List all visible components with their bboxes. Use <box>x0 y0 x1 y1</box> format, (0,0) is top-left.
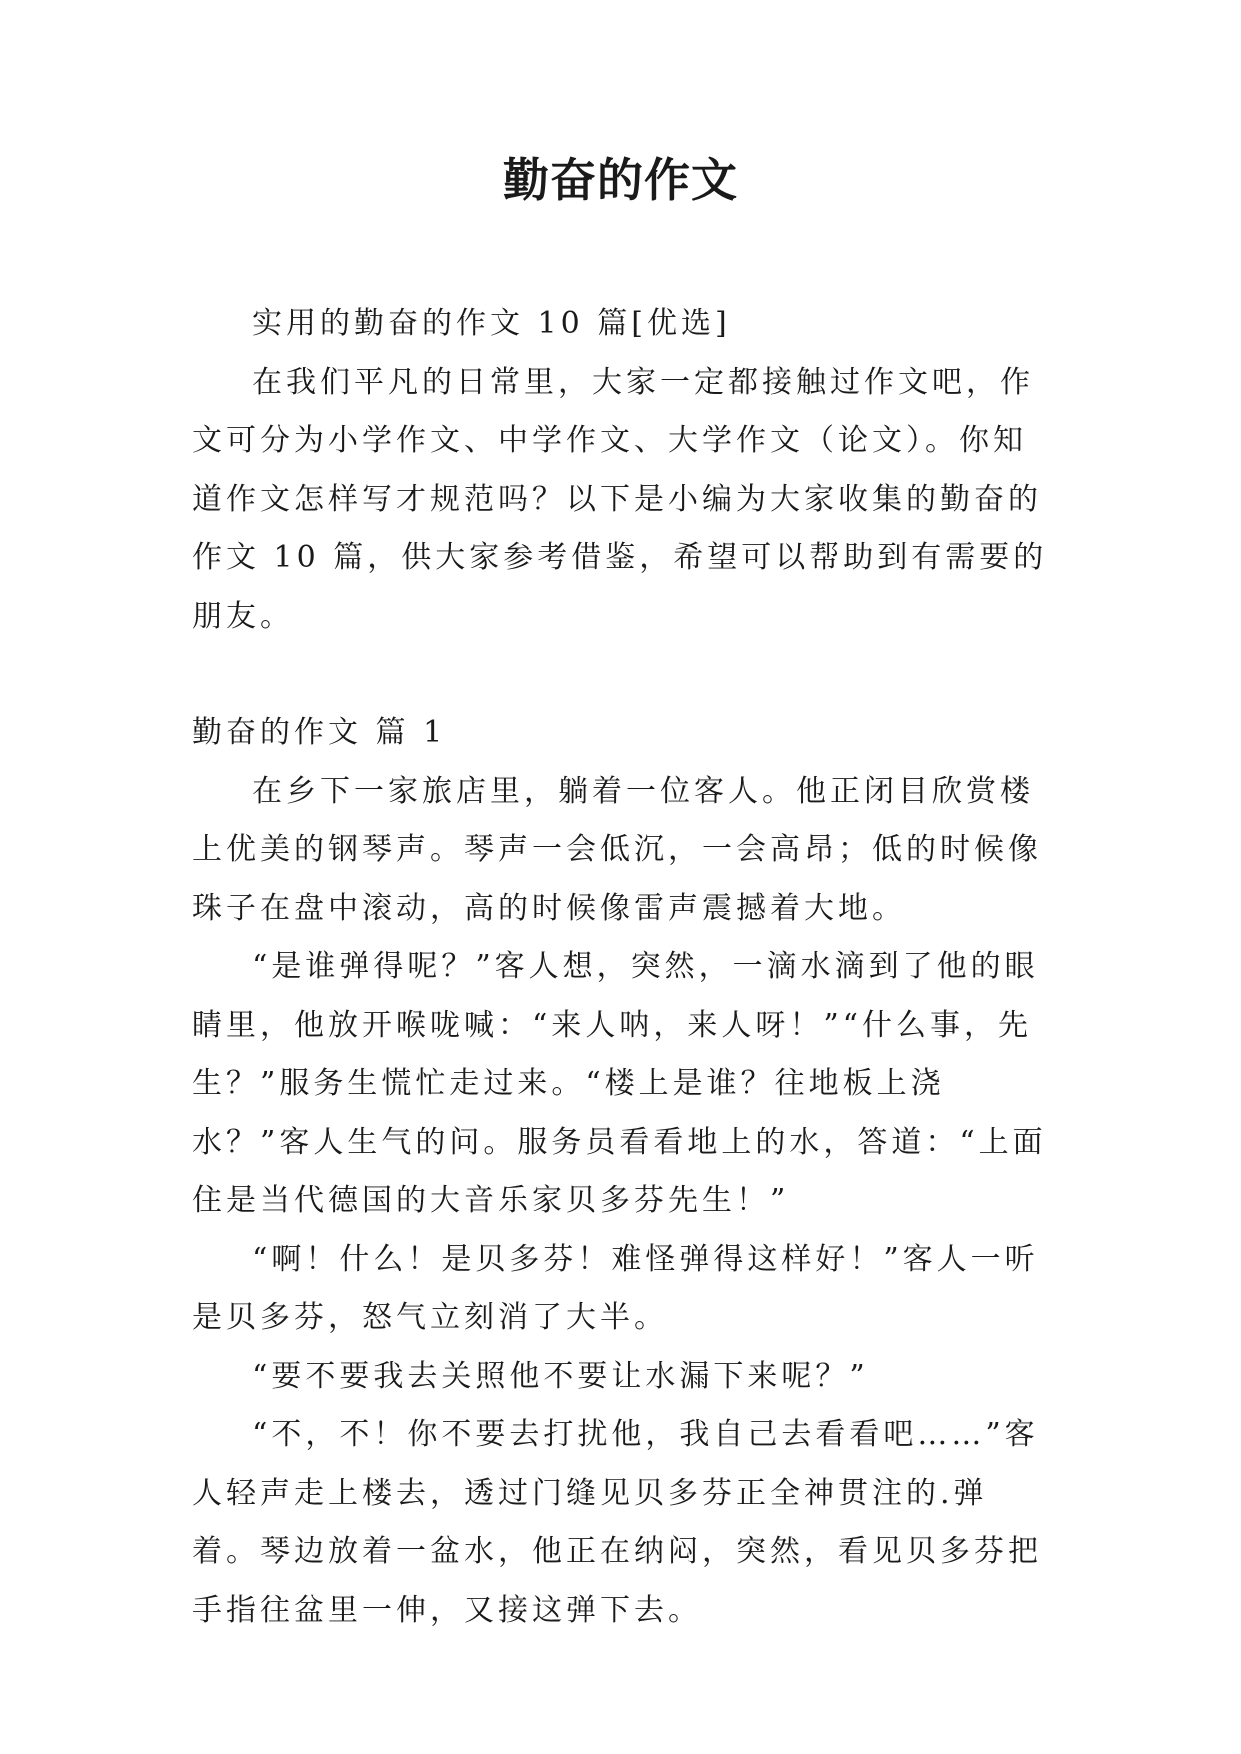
section-heading: 勤奋的作文 篇 1 <box>192 715 447 750</box>
story-paragraph-1: 在乡下一家旅店里，躺着一位客人。他正闭目欣赏楼上优美的钢琴声。琴声一会低沉，一会高昂；低的时候像珠子在盘中滚动，高的时候像雷声震撼着大地。 <box>192 773 1042 926</box>
document-subtitle: 实用的勤奋的作文 10 篇[优选] <box>252 306 731 341</box>
story-paragraph-4: “要不要我去关照他不要让水漏下来呢？” <box>252 1358 869 1394</box>
story-paragraph-3: “啊！什么！是贝多芬！难怪弹得这样好！”客人一听是贝多芬，怒气立刻消了大半。 <box>192 1241 1039 1335</box>
document-title: 勤奋的作文 <box>503 153 738 207</box>
story-paragraph-5: “不，不！你不要去打扰他，我自己去看看吧……”客人轻声走上楼去，透过门缝见贝多芬正全神贯注的.弹着。琴边放着一盆水，他正在纳闷，突然，看见贝多芬把手指往盆里一伸，又接这弹下去。 <box>192 1417 1042 1628</box>
story-paragraph-2: “是谁弹得呢？”客人想，突然，一滴水滴到了他的眼睛里，他放开喉咙喊：“来人呐，来人呀！”“什么事，先生？”服务生慌忙走过来。“楼上是谁？往地板上浇水？”客人生气的问。服务员看看地上的水，答道：“上面住是当代德国的大音乐家贝多芬先生！” <box>192 949 1047 1218</box>
intro-paragraph: 在我们平凡的日常里，大家一定都接触过作文吧，作文可分为小学作文、中学作文、大学作文（论文）。你知道作文怎样写才规范吗？以下是小编为大家收集的勤奋的作文 10 篇，供大家参考借鉴，希望可以帮助到有需要的朋友。 <box>192 364 1048 634</box>
document-body <box>192 295 1052 1640</box>
